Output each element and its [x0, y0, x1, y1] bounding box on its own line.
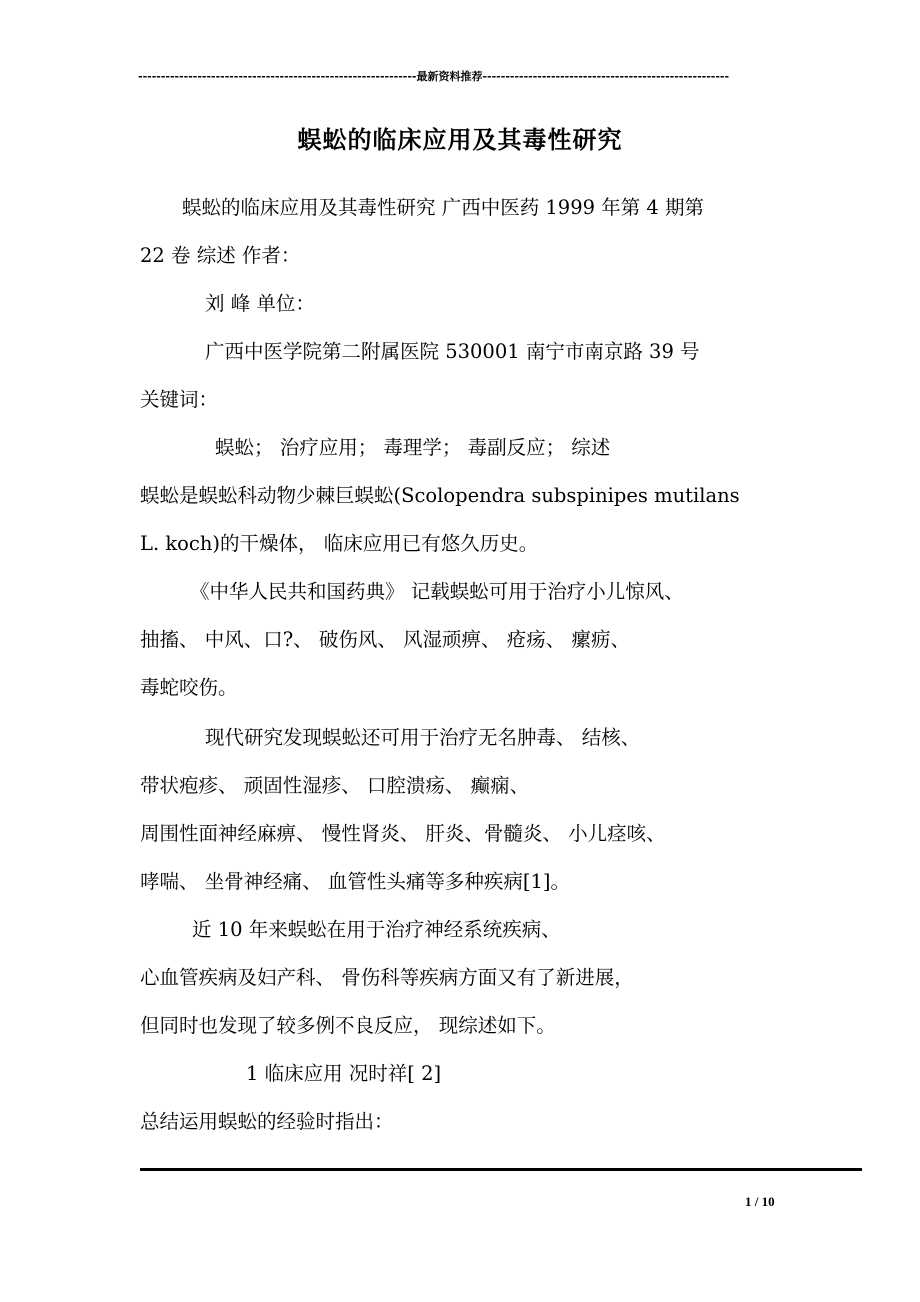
- body-line: 22 卷 综述 作者：: [140, 244, 301, 267]
- body-line: 广西中医学院第二附属医院 530001 南宁市南京路 39 号: [205, 340, 700, 363]
- body-line: 1 临床应用 况时祥[ 2]: [246, 1062, 442, 1085]
- page-number: 1 / 10: [745, 1194, 775, 1209]
- body-line: 哮喘、 坐骨神经痛、 血管性头痛等多种疾病[1]。: [140, 870, 571, 893]
- body-line: 毒蛇咬伤。: [140, 676, 238, 699]
- body-line: 关键词：: [140, 388, 219, 411]
- header-line: -------------------------------------------------------------最新资料推荐------------------------------------------------------: [138, 70, 730, 83]
- body-line: 蜈蚣的临床应用及其毒性研究 广西中医药 1999 年第 4 期第: [182, 196, 705, 219]
- body-line: 周围性面神经麻痹、 慢性肾炎、 肝炎、骨髓炎、 小儿痉咳、: [140, 822, 666, 845]
- document-title: 蜈蚣的临床应用及其毒性研究: [297, 125, 623, 154]
- body-line: 蜈蚣； 治疗应用； 毒理学； 毒副反应； 综述: [215, 436, 611, 459]
- body-line: 蜈蚣是蜈蚣科动物少棘巨蜈蚣(Scolopendra subspinipes mutilans: [140, 484, 740, 507]
- body-line: 现代研究发现蜈蚣还可用于治疗无名肿毒、 结核、: [205, 726, 641, 749]
- body-line: 但同时也发现了较多例不良反应， 现综述如下。: [140, 1014, 556, 1037]
- body-line: 近 10 年来蜈蚣在用于治疗神经系统疾病、: [192, 918, 561, 941]
- footer-rule: [140, 1168, 862, 1171]
- body-line: 《中华人民共和国药典》 记载蜈蚣可用于治疗小儿惊风、: [190, 580, 684, 603]
- body-line: 心血管疾病及妇产科、 骨伤科等疾病方面又有了新进展，: [140, 966, 634, 989]
- body-line: L. koch)的干燥体， 临床应用已有悠久历史。: [140, 532, 539, 555]
- body-line: 刘 峰 单位：: [205, 292, 315, 315]
- body-line: 抽搐、 中风、口?、 破伤风、 风湿顽痹、 疮疡、 瘰疬、: [140, 628, 630, 651]
- body-line: 总结运用蜈蚣的经验时指出：: [140, 1110, 394, 1133]
- body-line: 带状疱疹、 顽固性湿疹、 口腔溃疡、 癫痫、: [140, 774, 530, 797]
